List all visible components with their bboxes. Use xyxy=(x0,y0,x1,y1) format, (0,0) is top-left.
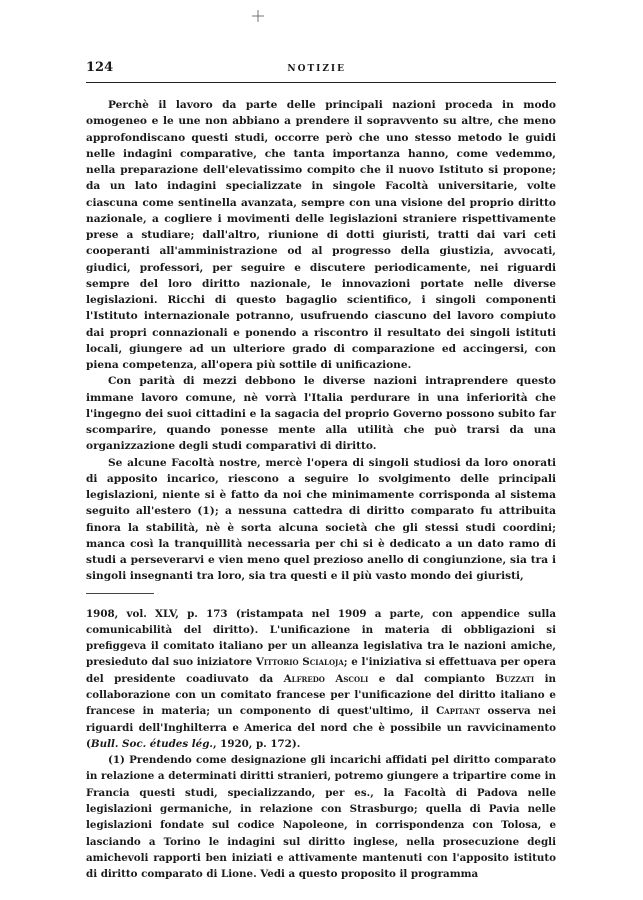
page-number: 124 xyxy=(86,60,114,75)
footnote-text: 1908, vol. XLV, p. 173 (ristampata nel 1909 a parte, con appendice sulla comunicabilità del diritto). L'unificazione in materia di obbligazioni si prefiggeva il comitato italiano per un alleanza legislativa tra le nazioni amiche, presieduto dal suo iniziatore xyxy=(86,607,556,669)
author-name: Buzzati xyxy=(495,672,535,685)
printer-mark-icon xyxy=(252,10,264,22)
footnote-text: osserva nei riguardi dell'Inghilterra e America del nord che è possibile un ravvicinamento ( xyxy=(86,705,556,750)
main-text xyxy=(86,97,556,585)
running-head: NOTIZIE xyxy=(287,64,346,74)
paragraph: Con parità di mezzi debbono le diverse nazioni intraprendere questo immane lavoro comune, nè vorrà l'Italia perdurare in una inferiorità che l'ingegno dei suoi cittadini e la sagacia del proprio Governo possono subito far scomparire, quando ponesse mente alla utilità che può trarsi da una organizzazione degli studi comparativi di diritto. xyxy=(86,375,556,453)
footnote-text: ; e l'iniziativa si effettuava per opera del presidente coadiuvato da xyxy=(86,656,556,685)
footnote-1: (1) Prendendo come designazione gli incarichi affidati pel diritto comparato in relazione a determinati diritti stranieri, potremo giungere a tripartire come in Francia questi studi, specializzando, per es., la Facoltà di Padova nelle legislazioni germaniche, in relazione con Strasburgo; quella di Pavia nelle legislazioni fondate sul codice Napoleone, in corrispondenza con Tolosa, e lasciando a Torino le indagini sul diritto inglese, nella prosecuzione degli amichevoli rapporti ben iniziati e attivamente mantenuti con l'apposito istituto di diritto comparato di Lione. Vedi a questo proposito il programma xyxy=(86,754,556,881)
journal-title: Bull. Soc. études lég. xyxy=(90,737,213,750)
paragraph: Perchè il lavoro da parte delle principali nazioni proceda in modo omogeneo e le une non abbiano a prendere il sopravvento su altre, che meno approfondiscano questi studi, occorre però che uno stesso metodo le guidi nelle indagini comparative, che tanta importanza hanno, come vedemmo, nella preparazione dell'elevatissimo compito che il nuovo Istituto si propone; da un lato indagini specializzate in singole Facoltà universitarie, volte ciascuna come sentinella avanzata, sempre con una visione del proprio diritto nazionale, a cogliere i movimenti delle legislazioni straniere rispettivamente prese a studiare; dall'altro, riunione di dotti giuristi, tratti dai vari ceti cooperanti all'amministrazione od al progresso della giustizia, avvocati, giudici, professori, per seguire e discutere periodicamente, nei riguardi sempre del loro diritto nazionale, le innovazioni portate nelle diverse legislazioni. Ricchi di questo bagaglio scientifico, i singoli componenti l'Istituto internazionale potranno, usufruendo ciascuno del lavoro compiuto dai propri connazionali e ponendo a riscontro il resultato dei singoli istituti locali, giungere ad un ulteriore grado di comparazione ed accingersi, con piena competenza, all'opera più sottile di unificazione. xyxy=(86,99,556,371)
paragraph: Se alcune Facoltà nostre, mercè l'opera di singoli studiosi da loro onorati di apposito incarico, riescono a seguire lo svolgimento delle principali legislazioni, niente si è fatto da noi che minimamente corrisponda al sistema seguito all'estero (1); a nessuna cattedra di diritto comparato fu attribuita finora la stabilità, nè è sorta alcuna società che gli stessi studi coordini; manca così la tranquillità necessaria per chi si è dedicato a un dato ramo di studi a perseverarvi e vien meno quel prezioso anello di congiunzione, sia tra i singoli insegnanti tra loro, sia tra questi e il più vasto mondo dei giuristi, xyxy=(86,456,556,583)
author-name: Vittorio Scialoja xyxy=(255,656,344,669)
footnotes xyxy=(86,606,556,883)
author-name: Capitant xyxy=(436,705,481,718)
footnote-text: in collaborazione con un comitato francese per l'unificazione del diritto italiano e francese in materia; un componento di quest'ultimo, il xyxy=(86,672,557,718)
footnote-text: , 1920, p. 172). xyxy=(212,737,301,750)
footnote-continuation xyxy=(86,606,556,753)
footnote-text: e dal compianto xyxy=(368,672,496,685)
page xyxy=(86,60,556,883)
footnote-separator xyxy=(86,593,154,594)
page-header xyxy=(86,60,556,83)
author-name: Alfredo Ascoli xyxy=(283,672,369,685)
